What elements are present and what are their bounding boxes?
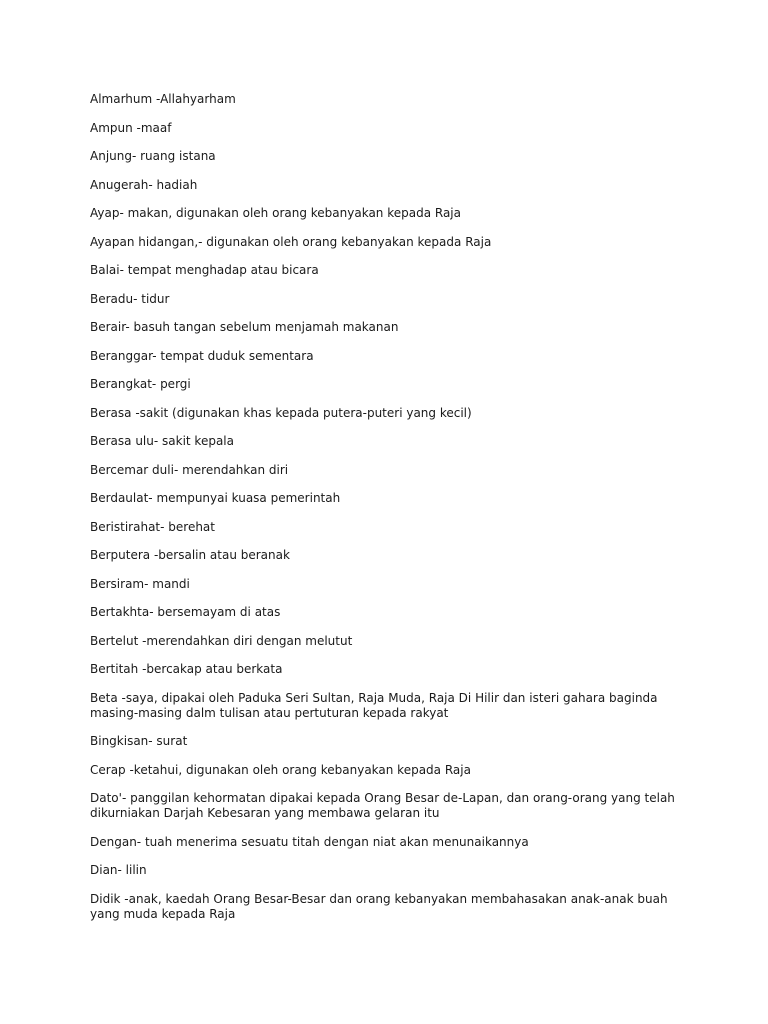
glossary-entry: Ayapan hidangan,- digunakan oleh orang kebanyakan kepada Raja xyxy=(90,234,492,249)
glossary-entry: Dengan- tuah menerima sesuatu titah dengan niat akan menunaikannya xyxy=(90,834,529,849)
glossary-entry: Anugerah- hadiah xyxy=(90,177,198,192)
glossary-list xyxy=(90,92,676,922)
glossary-entry: Dian- lilin xyxy=(90,863,147,877)
glossary-entry: Bertelut -merendahkan diri dengan melutut xyxy=(90,633,353,648)
glossary-entry: Beranggar- tempat duduk sementara xyxy=(90,348,314,363)
glossary-entry: Berasa -sakit (digunakan khas kepada putera-puteri yang kecil) xyxy=(90,405,472,420)
glossary-entry: Dato'- panggilan kehormatan dipakai kepada Orang Besar de-Lapan, dan orang-orang yang telah dikurniakan Darjah Kebesaran yang membawa gelaran itu xyxy=(90,791,675,820)
glossary-entry: Anjung- ruang istana xyxy=(90,149,216,163)
glossary-entry: Bertitah -bercakap atau berkata xyxy=(90,662,283,676)
glossary-entry: Beta -saya, dipakai oleh Paduka Seri Sultan, Raja Muda, Raja Di Hilir dan isteri gahara baginda masing-masing dalm tulisan atau pertuturan kepada rakyat xyxy=(90,690,658,720)
glossary-entry: Bertakhta- bersemayam di atas xyxy=(90,605,281,619)
glossary-entry: Berair- basuh tangan sebelum menjamah makanan xyxy=(90,320,399,334)
glossary-entry: Balai- tempat menghadap atau bicara xyxy=(90,263,319,277)
glossary-entry: Bersiram- mandi xyxy=(90,576,190,591)
glossary-entry: Ayap- makan, digunakan oleh orang kebanyakan kepada Raja xyxy=(90,206,461,220)
glossary-entry: Almarhum -Allahyarham xyxy=(90,92,236,106)
glossary-entry: Bercemar duli- merendahkan diri xyxy=(90,462,289,477)
glossary-entry: Beradu- tidur xyxy=(90,291,170,306)
glossary-entry: Bingkisan- surat xyxy=(90,734,188,748)
glossary-entry: Berputera -bersalin atau beranak xyxy=(90,548,290,562)
glossary-entry: Didik -anak, kaedah Orang Besar-Besar dan orang kebanyakan membahasakan anak-anak buah yang muda kepada Raja xyxy=(90,891,668,921)
glossary-entry: Berdaulat- mempunyai kuasa pemerintah xyxy=(90,491,341,505)
glossary-entry: Berasa ulu- sakit kepala xyxy=(90,434,234,448)
glossary-entry: Berangkat- pergi xyxy=(90,377,191,391)
glossary-entry: Ampun -maaf xyxy=(90,120,172,135)
glossary-entry: Cerap -ketahui, digunakan oleh orang kebanyakan kepada Raja xyxy=(90,762,471,777)
glossary-entry: Beristirahat- berehat xyxy=(90,519,215,534)
